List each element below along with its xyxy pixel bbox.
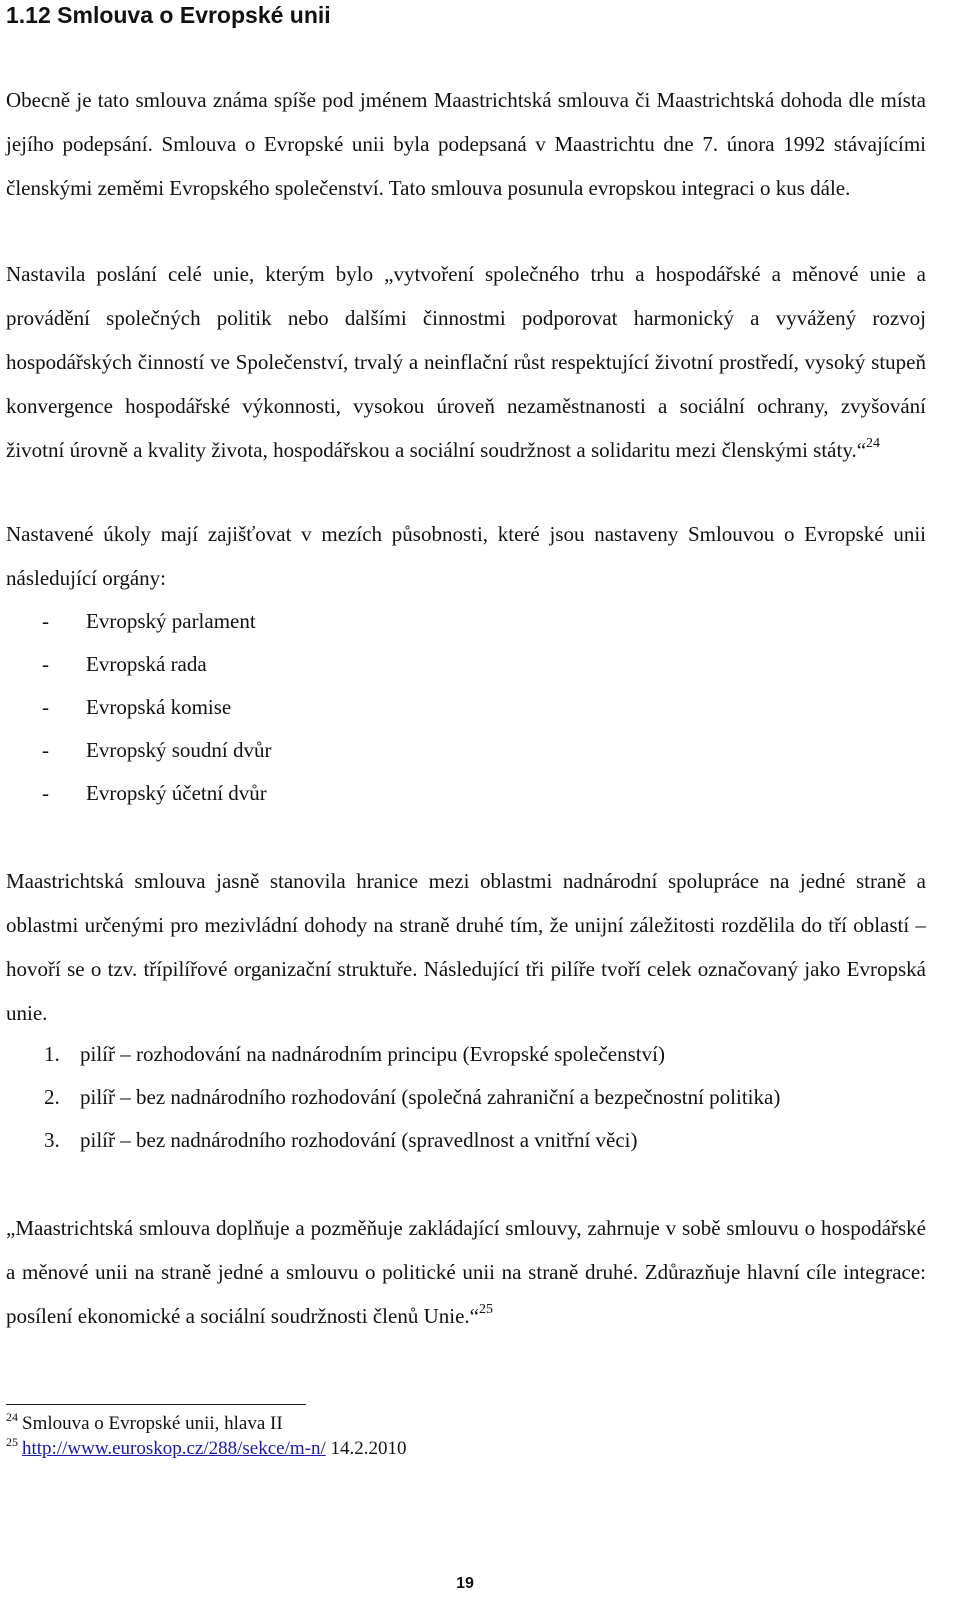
list-number: 3. — [44, 1128, 60, 1152]
paragraph-mission — [6, 252, 926, 476]
bullet-dash: - — [42, 609, 49, 633]
list-item-pillar — [44, 1118, 638, 1162]
footnote-text: Smlouva o Evropské unii, hlava II — [22, 1413, 283, 1434]
list-item-text: Evropský parlament — [86, 609, 256, 633]
footnote-ref-25[interactable]: 25 — [478, 1302, 493, 1317]
footnote-divider — [6, 1404, 306, 1405]
footnote-number: 24 — [6, 1410, 18, 1424]
list-item-text: Evropská rada — [86, 652, 207, 676]
list-item-pillar — [44, 1032, 665, 1076]
paragraph-mission-text: Nastavila poslání celé unie, kterým bylo „vytvoření společného trhu a hospodářské a měnové unie a provádění společných politik nebo dalšími činnostmi podporovat harmonický a vyvážený rozvoj hospodářských činností ve Společenství, trvalý a neinflační růst respektující životní prostředí, vysoký stupeň konvergence hospodářské výkonnosti, vysokou úroveň nezaměstnanosti a sociální ochrany, zvyšování životní úrovně a kvality života, hospodářskou a sociální soudržnost a solidaritu mezi členskými státy.“ — [6, 262, 926, 462]
footnote-25 — [6, 1437, 407, 1462]
paragraph-tasks: Nastavené úkoly mají zajišťovat v mezích působnosti, které jsou nastaveny Smlouvou o Evropské unii následující orgány: — [6, 522, 926, 590]
bullet-dash: - — [42, 652, 49, 676]
footnote-date: 14.2.2010 — [325, 1438, 407, 1459]
list-item-organ — [6, 685, 231, 729]
page-number: 19 — [456, 1575, 474, 1592]
list-item-organ — [6, 771, 267, 815]
paragraph-pillars-intro: Maastrichtská smlouva jasně stanovila hranice mezi oblastmi nadnárodní spolupráce na jedné straně a oblastmi určenými pro mezivládní dohody na straně druhé tím, že unijní záležitosti rozdělila do tří oblastí – hovoří se o tzv. třípilířové organizační struktuře. Následující tři pilíře tvoří celek označovaný jako Evropská unie. — [6, 869, 926, 1025]
list-item-text: pilíř – bez nadnárodního rozhodování (spravedlnost a vnitřní věci) — [80, 1128, 638, 1152]
list-item-text: pilíř – rozhodování na nadnárodním principu (Evropské společenství) — [80, 1042, 665, 1066]
list-item-text: Evropský účetní dvůr — [86, 781, 267, 805]
list-number: 2. — [44, 1085, 60, 1109]
list-item-text: Evropský soudní dvůr — [86, 738, 272, 762]
bullet-dash: - — [42, 695, 49, 719]
bullet-dash: - — [42, 781, 49, 805]
footnote-24 — [6, 1412, 283, 1437]
paragraph-quote — [6, 1206, 926, 1342]
footnote-link[interactable]: http://www.euroskop.cz/288/sekce/m-n/ — [22, 1438, 326, 1459]
list-item-organ — [6, 728, 272, 772]
list-number: 1. — [44, 1042, 60, 1066]
list-item-text: pilíř – bez nadnárodního rozhodování (společná zahraniční a bezpečnostní politika) — [80, 1085, 781, 1109]
bullet-dash: - — [42, 738, 49, 762]
paragraph-intro: Obecně je tato smlouva známa spíše pod jménem Maastrichtská smlouva či Maastrichtská dohoda dle místa jejího podepsání. Smlouva o Evropské unii byla podepsaná v Maastrichtu dne 7. února 1992 stávajícími členskými zeměmi Evropského společenství. Tato smlouva posunula evropskou integraci o kus dále. — [6, 88, 926, 200]
footnote-number: 25 — [6, 1435, 18, 1449]
list-item-pillar — [44, 1075, 780, 1119]
section-heading: 1.12 Smlouva o Evropské unii — [6, 2, 331, 28]
list-item-organ — [6, 599, 256, 643]
list-item-text: Evropská komise — [86, 695, 232, 719]
paragraph-quote-text: „Maastrichtská smlouva doplňuje a pozměňuje zakládající smlouvy, zahrnuje v sobě smlouvu o hospodářské a měnové unii na straně jedné a smlouvu o politické unii na straně druhé. Zdůrazňuje hlavní cíle integrace: posílení ekonomické a sociální soudržnosti členů Unie.“ — [6, 1216, 926, 1328]
footnote-ref-24[interactable]: 24 — [866, 436, 881, 451]
list-item-organ — [6, 642, 207, 686]
